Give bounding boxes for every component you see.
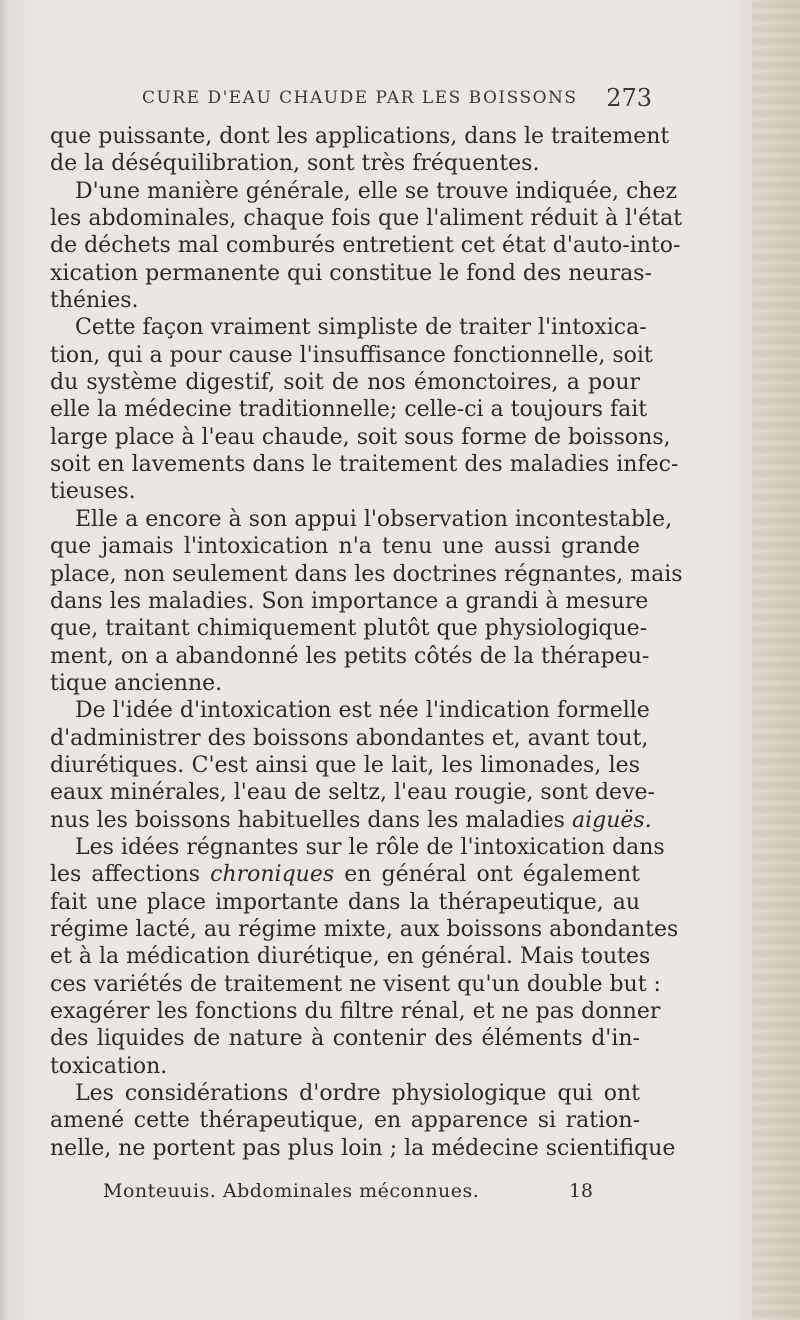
page-number: 273 — [606, 84, 652, 112]
text-line: ces variétés de traitement ne visent qu'un double but : — [50, 971, 661, 997]
text-line: De l'idée d'intoxication est née l'indication formelle — [75, 698, 650, 724]
page-edge-shadow — [752, 0, 800, 1320]
text-segment: en général ont également — [344, 862, 640, 888]
text-line: que, traitant chimiquement plutôt que physiologique- — [50, 616, 648, 642]
text-line: que puissante, dont les applications, dans le traitement — [50, 124, 670, 149]
text-line: Elle a encore à son appui l'observation incontestable, — [75, 506, 673, 532]
text-line: et à la médication diurétique, en général. Mais toutes — [50, 944, 651, 970]
text-line: du système digestif, soit de nos émonctoires, a pour — [50, 370, 640, 396]
text-line — [50, 861, 640, 888]
text-line: exagérer les fonctions du filtre rénal, et ne pas donner — [50, 999, 661, 1024]
text-line: ment, on a abandonné les petits côtés de la thérapeu- — [50, 643, 650, 669]
italic-word: aiguës. — [571, 807, 652, 833]
text-line: Cette façon vraiment simpliste de traiter l'intoxica- — [75, 315, 647, 341]
text-line: eaux minérales, l'eau de seltz, l'eau rougie, sont deve- — [50, 780, 655, 806]
text-line: des liquides de nature à contenir des éléments d'in- — [50, 1026, 640, 1052]
text-line: d'administrer des boissons abondantes et, avant tout, — [50, 725, 649, 751]
text-line: place, non seulement dans les doctrines régnantes, mais — [50, 561, 683, 587]
text-line: régime lacté, au régime mixte, aux boissons abondantes — [50, 916, 679, 942]
signature-number: 18 — [568, 1180, 593, 1202]
text-segment: les affections — [50, 862, 201, 888]
text-line: les abdominales, chaque fois que l'aliment réduit à l'état — [50, 206, 683, 232]
text-line — [50, 807, 652, 834]
text-line: dans les maladies. Son importance a grandi à mesure — [50, 588, 649, 614]
text-line: tique ancienne. — [50, 670, 223, 696]
text-line: de déchets mal comburés entretient cet état d'auto-into- — [50, 233, 681, 259]
signature-mark: Monteuuis. Abdominales méconnues. — [103, 1180, 480, 1202]
text-line: amené cette thérapeutique, en apparence si ration- — [50, 1108, 640, 1134]
text-line: tion, qui a pour cause l'insuffisance fonctionnelle, soit — [50, 342, 653, 368]
text-line: de la déséquilibration, sont très fréquentes. — [50, 151, 540, 177]
text-line: D'une manière générale, elle se trouve indiquée, chez — [75, 178, 678, 204]
text-line: Les considérations d'ordre physiologique qui ont — [75, 1081, 640, 1107]
text-line: fait une place importante dans la thérapeutique, au — [50, 889, 640, 915]
signature-line — [103, 1180, 593, 1206]
running-title: CURE D'EAU CHAUDE PAR LES BOISSONS — [142, 88, 578, 108]
text-line: soit en lavements dans le traitement des maladies infec- — [50, 452, 679, 478]
body-text — [50, 123, 683, 1162]
text-line: toxication. — [50, 1053, 168, 1079]
italic-word: chroniques — [210, 862, 335, 888]
running-header — [142, 84, 652, 114]
text-line: xication permanente qui constitue le fond des neuras- — [50, 260, 652, 286]
text-line: elle la médecine traditionnelle; celle-ci a toujours fait — [50, 397, 648, 423]
text-line: thénies. — [50, 288, 139, 314]
text-line: que jamais l'intoxication n'a tenu une aussi grande — [50, 534, 640, 560]
text-line: Les idées régnantes sur le rôle de l'intoxication dans — [75, 834, 665, 860]
text-line: tieuses. — [50, 479, 136, 505]
text-segment: nus les boissons habituelles dans les maladies — [50, 807, 565, 833]
text-line: nelle, ne portent pas plus loin ; la médecine scientifique — [50, 1135, 676, 1161]
text-line: diurétiques. C'est ainsi que le lait, les limonades, les — [50, 752, 640, 778]
text-line: large place à l'eau chaude, soit sous forme de boissons, — [50, 424, 671, 450]
